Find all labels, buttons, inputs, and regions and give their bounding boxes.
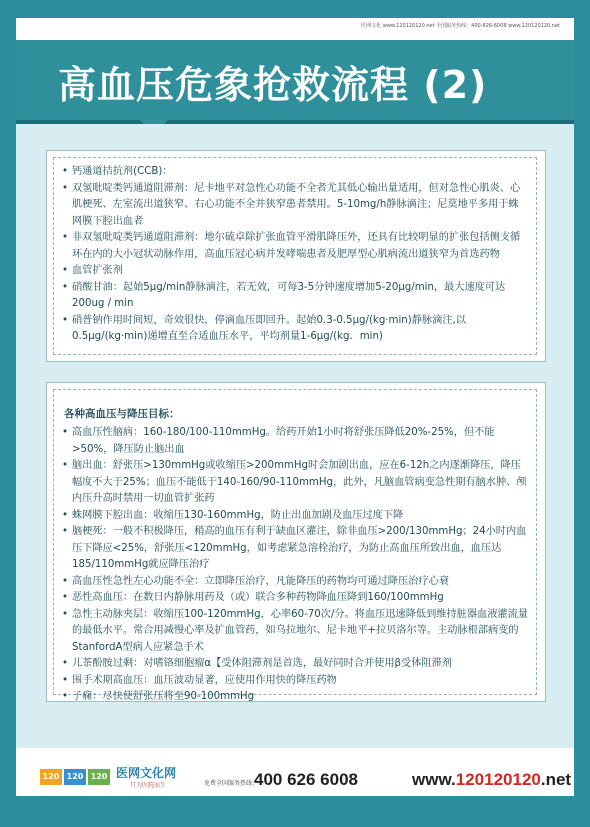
brand-name: 医网文化网 [116, 766, 177, 780]
ccb-section [46, 150, 546, 362]
hotline-number: 400 626 6008 [254, 770, 358, 789]
list-item: • 脑梗死：一般不积极降压，稍高的血压有利于缺血区灌注，除非血压>200/130mmHg；24小时内血压下降应<25%，舒张压<120mmHg，如考虑紧急溶栓治疗，为防止高血压所致出血，血压达185/110mmHg就应降压治疗 [62, 524, 528, 574]
list-item: • 蛛网膜下腔出血：收缩压130-160mmHg，防止出血加剧及血压过度下降 [62, 508, 528, 525]
list-item: • 高血压性急性左心功能不全：立即降压治疗，凡能降压的药物均可通过降压治疗心衰 [62, 574, 528, 591]
bp-targets-section [46, 382, 546, 702]
list-item: • 脑出血：舒张压>130mmHg或收缩压>200mmHg时会加剧出血，应在6-12h之内逐渐降压，降压幅度不大于25%；血压不能低于140-160/90-110mmHg，此外，凡脑血管病变急性期有脑水肿、颅内压升高时禁用一切血管扩张药 [62, 458, 528, 508]
list-item: • 急性主动脉夹层：收缩压100-120mmHg，心率60-70次/分。将血压迅速降低到维持脏器血液灌流量的最低水平。常合用减慢心率及扩血管药，如乌拉地尔、尼卡地平+拉贝洛尔等。主动脉根部病变的StanfordA型病人应紧急手术 [62, 607, 528, 657]
bottom-strip [0, 796, 590, 827]
list-item: • 围手术期高血压：血压波动显著，应使用作用快的降压药物 [62, 673, 528, 690]
list-item: • 子痫：尽快使舒张压将至90-100mmHg [62, 689, 528, 706]
section-heading: 各种高血压与降压目标： [64, 408, 180, 420]
ccb-list [62, 164, 528, 346]
logo-block-1: 120 [40, 769, 62, 785]
logo-block-2: 120 [64, 769, 86, 785]
list-item: • 血管扩张剂 [62, 263, 528, 280]
site-logo [40, 764, 112, 786]
list-item: • 儿茶酚胺过剩：对嗜铬细胞瘤α【受体阻滞剂是首选，最好同时合并使用β受体阻滞剂 [62, 656, 528, 673]
logo-block-3: 120 [88, 769, 110, 785]
list-item: • 双氢吡啶类钙通道阻滞剂：尼卡地平对急性心功能不全者尤其低心输出量适用，但对急性心肌炎、心肌梗死、左室流出道狭窄、右心功能不全并狭窄患者禁用。5-10mg/h静脉滴注；尼莫地平多用于蛛网膜下腔出血者 [62, 181, 528, 231]
site-url [412, 770, 571, 790]
page-title: 高血压危象抢救流程 (2) [58, 63, 488, 107]
site-prefix: www. [412, 770, 456, 789]
site-suffix: .net [540, 770, 572, 789]
list-item: • 硝普钠作用时间短，奇效很快，停滴血压即回升。起始0.3-0.5μg/(kg·min)静脉滴注,以0.5μg/(kg·min)递增直至合适血压水平，平均剂量1-6μg/(kg．min) [62, 313, 528, 346]
list-item: • 高血压性脑病：160-180/100-110mmHg。给药开始1小时将舒张压降低20%-25%，但不能>50%，降压防止脑出血 [62, 425, 528, 458]
site-number: 120120120 [455, 770, 541, 789]
list-item: • 钙通道拮抗剂(CCB)： [62, 164, 528, 181]
bp-targets-list [62, 425, 528, 706]
hotline-label: 免费全国服务热线： [204, 780, 259, 787]
list-item: • 硝酸甘油：起始5μg/min静脉滴注，若无效，可每3-5分钟速度增加5-20μg/min，最大速度可达200ug / min [62, 280, 528, 313]
list-item: • 非双氢吡啶类钙通道阻滞剂：地尔硫卓除扩张血管平滑肌降压外，还具有比较明显的扩张包括侧支循环在内的大小冠状动脉作用，高血压冠心病并发哮喘患者及肥厚型心肌病流出道狭窄为首选药物 [62, 230, 528, 263]
top-info-line: 医网文化 www.120120120.net 全国服务热线：400-626-6008 www.120120120.net [361, 23, 560, 29]
list-item: • 恶性高血压：在数日内静脉用药及（或）联合多种药物降血压降到160/100mmHg [62, 590, 528, 607]
brand-slogan: 只为医院而生 [130, 782, 167, 789]
